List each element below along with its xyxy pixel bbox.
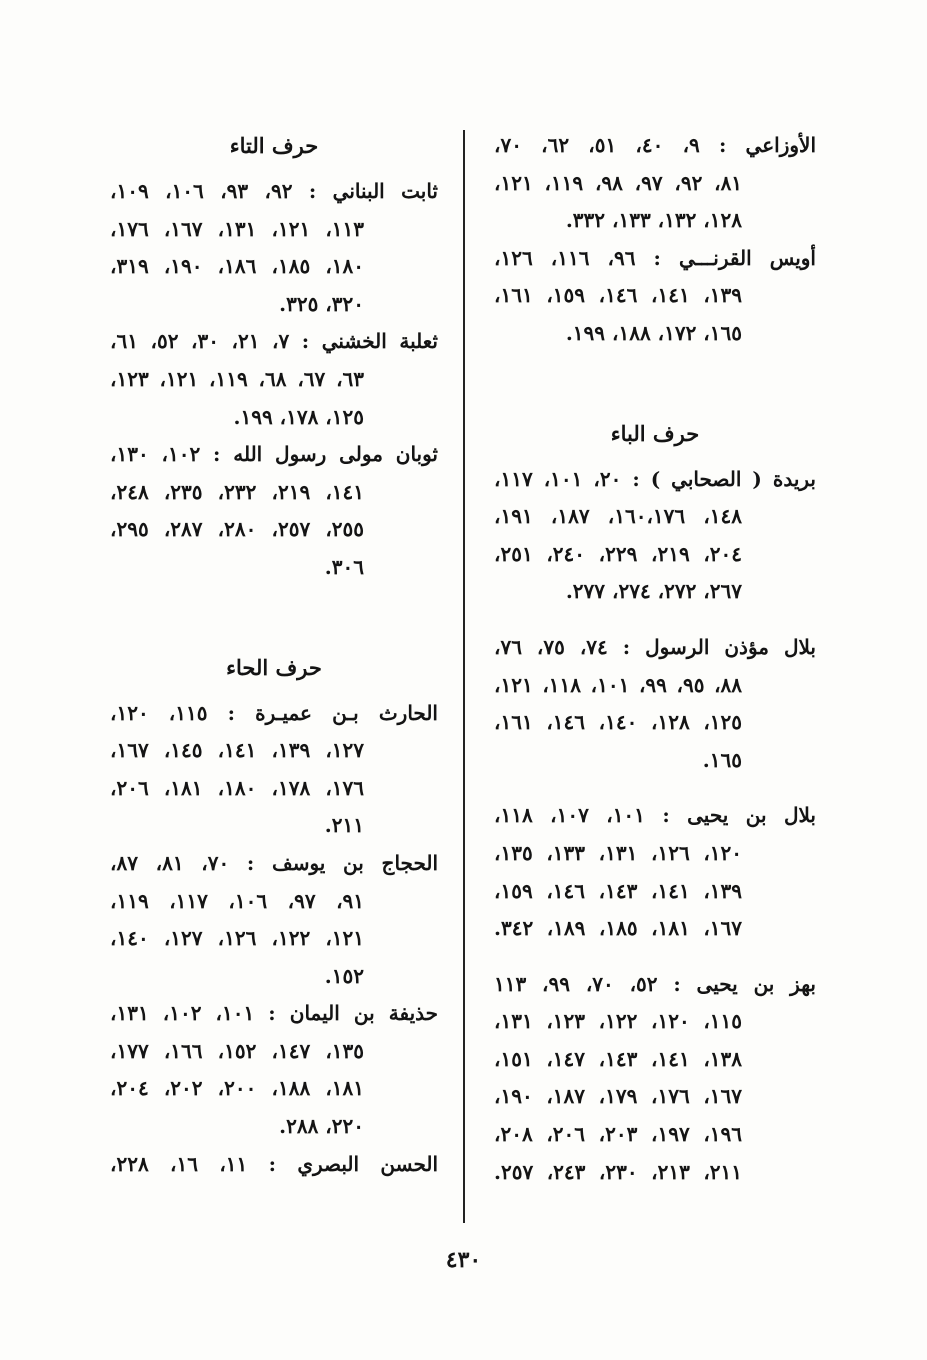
entry-line: ٢٦٧، ٢٧٢، ٢٧٤، ٢٧٧. bbox=[565, 579, 742, 604]
section-heading-ha: حرف الحاء bbox=[226, 654, 322, 680]
index-entry bbox=[110, 995, 438, 1145]
page-number: ٤٣٠ bbox=[445, 1247, 482, 1273]
entry-line: ٣٠٦. bbox=[324, 554, 364, 579]
entry-line: بهز بن يحيى : ٥٢، ٧٠، ٩٩، ١١٣ bbox=[494, 971, 816, 996]
entry-line: ٣٢٠، ٣٢٥. bbox=[279, 291, 364, 316]
entry-line: ١٢١، ١٢٢، ١٢٦، ١٢٧، ١٤٠، bbox=[110, 926, 365, 951]
entry-line: ١٩٦، ١٩٧، ٢٠٣، ٢٠٦، ٢٠٨، bbox=[494, 1122, 743, 1147]
entry-line: ٢١١، ٢١٣، ٢٣٠، ٢٤٣، ٢٥٧. bbox=[494, 1159, 743, 1184]
entry-line: ٦٣، ٦٧، ٦٨، ١١٩، ١٢١، ١٢٣، bbox=[110, 366, 365, 391]
entry-line: ١٧٦، ١٧٨، ١٨٠، ١٨١، ٢٠٦، bbox=[110, 775, 365, 800]
entry-line: ٨١، ٩٢، ٩٧، ٩٨، ١١٩، ١٢١، bbox=[494, 170, 743, 195]
entry-line: ٨٨، ٩٥، ٩٩، ١٠١، ١١٨، ١٢١، bbox=[494, 672, 743, 697]
entry-line: ١٣٩، ١٤١، ١٤٣، ١٤٦، ١٥٩، bbox=[494, 878, 743, 903]
entry-line: الحارث بـن عميـرة : ١١٥، ١٢٠، bbox=[110, 700, 438, 725]
section-heading-ta: حرف التاء bbox=[229, 133, 319, 158]
entry-line: ١٦٥. bbox=[702, 747, 742, 772]
entry-line: ١٦٧، ١٧٦، ١٧٩، ١٨٧، ١٩٠، bbox=[494, 1084, 743, 1109]
index-entry bbox=[110, 436, 438, 586]
entry-line: ١٦٧، ١٨١، ١٨٥، ١٨٩، ٣٤٢. bbox=[494, 916, 743, 941]
index-entry bbox=[494, 966, 816, 1192]
entry-line: ١٨١، ١٨٨، ٢٠٠، ٢٠٢، ٢٠٤، bbox=[110, 1076, 365, 1101]
entry-line: ١٤١، ٢١٩، ٢٣٢، ٢٣٥، ٢٤٨، bbox=[110, 479, 365, 504]
index-entry bbox=[110, 323, 438, 436]
index-entry bbox=[494, 797, 816, 947]
entry-line: ٢٥٥، ٢٥٧، ٢٨٠، ٢٨٧، ٢٩٥، bbox=[110, 517, 365, 542]
entry-line: ١٢٧، ١٣٩، ١٤١، ١٤٥، ١٦٧، bbox=[110, 738, 365, 763]
entry-line: ثوبان مولى رسول الله : ١٠٢، ١٣٠، bbox=[110, 442, 438, 467]
entry-line: ١٢٥، ١٧٨، ١٩٩. bbox=[233, 404, 364, 429]
entry-line: ١٥٢. bbox=[324, 963, 364, 988]
entry-line: ١٢٠، ١٢٦، ١٣١، ١٣٣، ١٣٥، bbox=[494, 840, 743, 865]
entry-line: بلال مؤذن الرسول : ٧٤، ٧٥، ٧٦، bbox=[494, 634, 816, 659]
entry-line: ٢١١. bbox=[324, 813, 364, 838]
entry-line: حذيفة بن اليمان : ١٠١، ١٠٢، ١٣١، bbox=[110, 1001, 438, 1026]
entry-line: ٩١، ٩٧، ١٠٦، ١١٧، ١١٩، bbox=[110, 888, 365, 913]
entry-line: ١١٣، ١٢١، ١٣١، ١٦٧، ١٧٦، bbox=[110, 216, 365, 241]
entry-line: ١٣٩، ١٤١، ١٤٦، ١٥٩، ١٦١، bbox=[494, 283, 743, 308]
entry-line: ١٣٥، ١٤٧، ١٥٢، ١٦٦، ١٧٧، bbox=[110, 1038, 365, 1063]
entry-line: ثابت البناني : ٩٢، ٩٣، ١٠٦، ١٠٩، bbox=[110, 179, 438, 203]
index-entry bbox=[494, 127, 816, 240]
entry-line: ١٢٨، ١٣٢، ١٣٣، ٣٣٢. bbox=[565, 208, 742, 233]
entry-line: ١٤٨، ١٦٠،١٧٦، ١٨٧، ١٩١، bbox=[494, 504, 743, 529]
entry-line: الحجاج بن يوسف : ٧٠، ٨١، ٨٧، bbox=[110, 850, 438, 875]
column-divider bbox=[463, 130, 465, 1223]
index-entry bbox=[110, 1146, 438, 1184]
entry-line: ٢٢٠، ٢٨٨. bbox=[279, 1114, 364, 1139]
entry-line: بلال بن يحيى : ١٠١، ١٠٧، ١١٨، bbox=[494, 803, 816, 828]
index-entry bbox=[494, 461, 816, 611]
entry-line: ١٦٥، ١٧٢، ١٨٨، ١٩٩. bbox=[565, 320, 742, 345]
entry-line: ٢٠٤، ٢١٩، ٢٢٩، ٢٤٠، ٢٥١، bbox=[494, 541, 743, 566]
entry-line: ١٣٨، ١٤١، ١٤٣، ١٤٧، ١٥١، bbox=[494, 1046, 743, 1071]
entry-line: أويس القرنـــي : ٩٦، ١١٦، ١٢٦، bbox=[494, 245, 816, 270]
index-entry bbox=[494, 629, 816, 779]
entry-line: ١٢٥، ١٢٨، ١٤٠، ١٤٦، ١٦١، bbox=[494, 710, 743, 735]
left-column bbox=[110, 127, 438, 1183]
right-column bbox=[494, 127, 816, 1191]
section-heading-ba: حرف الباء bbox=[610, 420, 700, 446]
entry-line: ثعلبة الخشني : ٧، ٢١، ٣٠، ٥٢، ٦١، bbox=[110, 329, 438, 354]
entry-line: ١١٥، ١٢٠، ١٢٢، ١٢٣، ١٣١، bbox=[494, 1009, 743, 1034]
entry-line: ١٨٠، ١٨٥، ١٨٦، ١٩٠، ٣١٩، bbox=[110, 254, 365, 279]
index-entry bbox=[110, 173, 438, 323]
entry-line: الأوزاعي : ٩، ٤٠، ٥١، ٦٢، ٧٠، bbox=[494, 133, 816, 157]
entry-line: الحسن البصري : ١١، ١٦، ٢٢٨، bbox=[110, 1151, 438, 1176]
index-entry bbox=[110, 845, 438, 995]
index-entry bbox=[110, 695, 438, 845]
entry-line: بريدة ( الصحابي ) : ٢٠، ١٠١، ١١٧، bbox=[494, 466, 816, 491]
index-entry bbox=[494, 240, 816, 353]
